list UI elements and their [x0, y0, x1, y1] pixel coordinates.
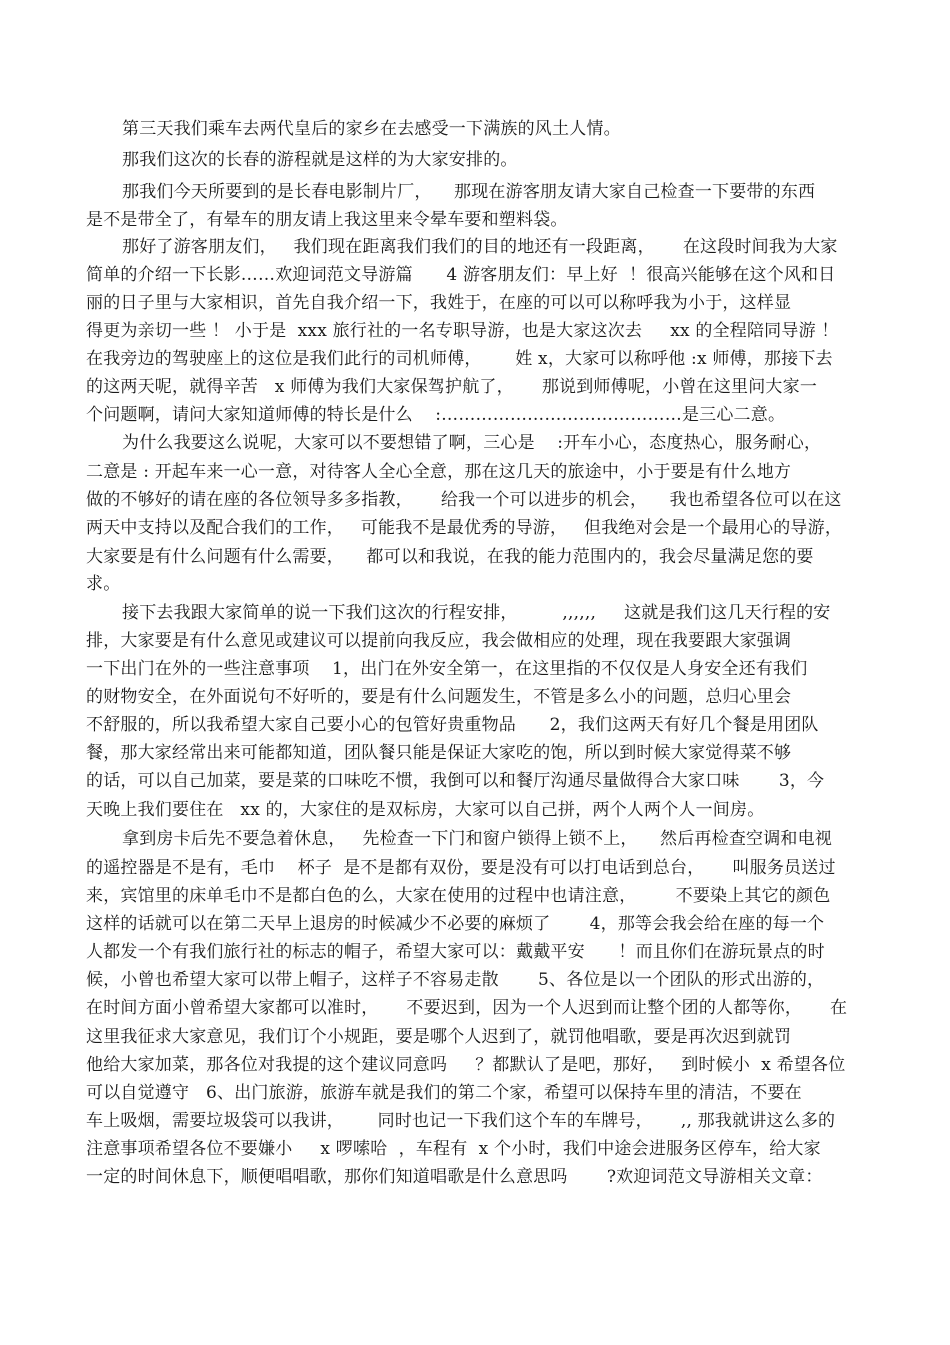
text-line: 一定的时间休息下，顺便唱唱歌，那你们知道唱歌是什么意思吗 ?欢迎词范文导游相关文章：: [86, 1167, 823, 1187]
text-line: 不舒服的，所以我希望大家自己要小心的包管好贵重物品 2，我们这两天有好几个餐是用团队: [86, 715, 819, 735]
text-line: 的财物安全，在外面说句不好听的，要是有什么问题发生，不管是多么小的问题，总归心里会: [86, 687, 792, 707]
text-line: 是不是带全了，有晕车的朋友请上我这里来令晕车要和塑料袋。: [86, 210, 568, 230]
text-line: 那好了游客朋友们， 我们现在距离我们我们的目的地还有一段距离， 在这段时间我为大家: [122, 237, 838, 257]
text-line: 一下出门在外的一些注意事项 1，出门在外安全第一，在这里指的不仅仅是人身安全还有我们: [86, 659, 808, 679]
text-line: 的遥控器是不是有，毛巾 杯子 是不是都有双份，要是没有可以打电话到总台， 叫服务员送过: [86, 858, 836, 878]
text-line: 个问题啊，请问大家知道师傅的特长是什么 :……………………………………是三心二意。: [86, 405, 786, 425]
text-line: 为什么我要这么说呢，大家可以不要想错了啊，三心是 :开车小心，态度热心，服务耐心，: [122, 433, 822, 453]
text-line: 第三天我们乘车去两代皇后的家乡在去感受一下满族的风土人情。: [122, 119, 621, 139]
text-line: 得更为亲切一些 ！ 小于是 xxx 旅行社的一名专职导游，也是大家这次去 xx 的全程陪同导游 ！: [86, 321, 839, 341]
text-line: 简单的介绍一下长影……欢迎词范文导游篇 4 游客朋友们：早上好 ！很高兴能够在这个风和日: [86, 265, 836, 285]
text-line: 候，小曾也希望大家可以带上帽子，这样子不容易走散 5、各位是以一个团队的形式出游的，: [86, 970, 825, 990]
text-line: 拿到房卡后先不要急着休息， 先检查一下门和窗户锁得上锁不上， 然后再检查空调和电视: [122, 829, 833, 849]
text-line: 求。: [86, 574, 121, 594]
text-line: 在时间方面小曾希望大家都可以准时， 不要迟到，因为一个人迟到而让整个团的人都等你， 在: [86, 998, 848, 1018]
text-line: 那我们这次的长春的游程就是这样的为大家安排的。: [122, 150, 518, 170]
text-line: 做的不够好的请在座的各位领导多多指教， 给我一个可以进步的机会， 我也希望各位可以在这: [86, 490, 842, 510]
text-line: 车上吸烟，需要垃圾袋可以我讲， 同时也记一下我们这个车的车牌号， ,, 那我就讲这么多的: [86, 1111, 836, 1131]
text-line: 那我们今天所要到的是长春电影制片厂， 那现在游客朋友请大家自己检查一下要带的东西: [122, 182, 816, 202]
text-line: 的这两天呢，就得辛苦 x 师傅为我们大家保驾护航了， 那说到师傅呢，小曾在这里问大家一: [86, 377, 818, 397]
text-line: 二意是 : 开起车来一心一意，对待客人全心全意，那在这几天的旅途中，小于要是有什么地方: [86, 462, 792, 482]
text-line: 可以自觉遵守 6、出门旅游，旅游车就是我们的第二个家，希望可以保持车里的清洁，不要在: [86, 1083, 802, 1103]
text-line: 来，宾馆里的床单毛巾不是都白色的么，大家在使用的过程中也请注意， 不要染上其它的颜色: [86, 886, 831, 906]
text-line: 在我旁边的驾驶座上的这位是我们此行的司机师傅， 姓 x，大家可以称呼他 :x 师傅，那接下去: [86, 349, 833, 369]
text-line: 他给大家加菜，那各位对我提的这个建议同意吗 ？都默认了是吧，那好， 到时候小 x 希望各位: [86, 1055, 846, 1075]
text-line: 大家要是有什么问题有什么需要， 都可以和我说，在我的能力范围内的，我会尽量满足您的要: [86, 547, 814, 567]
text-line: 接下去我跟大家简单的说一下我们这次的行程安排， ,,,,,, 这就是我们这几天行程的安: [122, 603, 831, 623]
text-line: 人都发一个有我们旅行社的标志的帽子，希望大家可以：戴戴平安 ！而且你们在游玩景点的时: [86, 942, 825, 962]
text-line: 这里我征求大家意见，我们订个小规距，要是哪个人迟到了，就罚他唱歌，要是再次迟到就罚: [86, 1027, 792, 1047]
text-line: 两天中支持以及配合我们的工作， 可能我不是最优秀的导游， 但我绝对会是一个最用心的导游，: [86, 518, 843, 538]
text-line: 餐，那大家经常出来可能都知道，团队餐只能是保证大家吃的饱，所以到时候大家觉得菜不够: [86, 743, 792, 763]
text-line: 的话，可以自己加菜，要是菜的口味吃不惯，我倒可以和餐厅沟通尽量做得合大家口味 3，今: [86, 771, 825, 791]
text-line: 这样的话就可以在第二天早上退房的时候减少不必要的麻烦了 4，那等会我会给在座的每一个: [86, 914, 825, 934]
text-line: 排，大家要是有什么意见或建议可以提前向我反应，我会做相应的处理，现在我要跟大家强调: [86, 631, 792, 651]
text-line: 天晚上我们要住在 xx 的，大家住的是双标房，大家可以自己拼，两个人两个人一间房。: [86, 800, 765, 820]
text-line: 注意事项希望各位不要嫌小 x 啰嗦哈 ，车程有 x 个小时，我们中途会进服务区停车，给大家: [86, 1139, 821, 1159]
text-line: 丽的日子里与大家相识，首先自我介绍一下，我姓于，在座的可以可以称呼我为小于，这样显: [86, 293, 792, 313]
